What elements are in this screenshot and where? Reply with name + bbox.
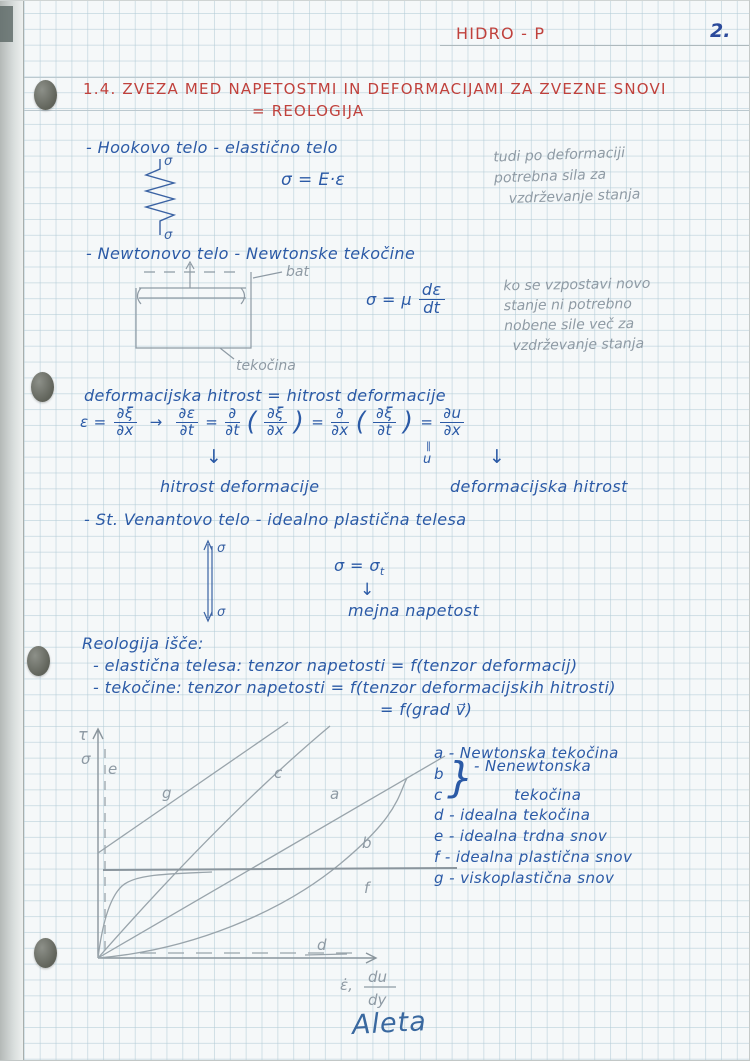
equals-mark: ‖ bbox=[426, 441, 432, 452]
down-arrow-icon: ↓ bbox=[206, 446, 223, 468]
hooke-heading: - Hookovo telo - elastično telo bbox=[86, 138, 338, 157]
venant-heading: - St. Venantovo telo - idealno plastična telesa bbox=[84, 510, 467, 529]
eq-token: = bbox=[420, 413, 434, 432]
curve-g-viscoplastic bbox=[98, 722, 288, 853]
x-axis-label-epsilon: ε̇, bbox=[340, 976, 353, 994]
stress-arrow-sketch bbox=[194, 536, 240, 626]
ruled-line bbox=[24, 77, 750, 78]
y-axis bbox=[93, 729, 103, 958]
spring-sigma-bottom: σ bbox=[164, 228, 173, 243]
spring-sketch bbox=[136, 153, 186, 243]
legend-bc-line1: - Nenewtonska bbox=[474, 757, 592, 775]
curve-f-ideal-plastic bbox=[103, 868, 457, 870]
fluid-label: tekočina bbox=[236, 358, 296, 373]
newton-eq-frac: $\frac{d\varepsilon}{dt}$ bbox=[419, 282, 445, 317]
curve-label-f: f bbox=[364, 879, 370, 897]
x-axis-frac-den: dy bbox=[368, 991, 387, 1009]
curve-label-a: a bbox=[330, 785, 340, 803]
venant-sigma-top: σ bbox=[217, 541, 226, 556]
down-arrow-icon: ↓ bbox=[489, 446, 506, 468]
implies-arrow: → bbox=[149, 413, 163, 432]
note-line: tudi po deformaciji bbox=[493, 144, 626, 166]
eq-frac: $\frac{\partial\xi}{\partial x}$ bbox=[114, 406, 137, 439]
legend-row-f: f - idealna plastična snov bbox=[434, 848, 633, 866]
legend-row-c: c bbox=[434, 786, 443, 804]
note-line: vzdrževanje stanja bbox=[508, 186, 641, 208]
eq-token: = bbox=[205, 413, 219, 432]
eq-frac: $\frac{\partial}{\partial t}$ bbox=[225, 404, 240, 439]
curve-a-newtonian bbox=[98, 756, 445, 958]
reologija-heading: Reologija išče: bbox=[82, 634, 204, 653]
down-arrow-icon: ↓ bbox=[360, 580, 375, 600]
section-title-line1: 1.4. ZVEZA MED NAPETOSTMI IN DEFORMACIJAMI ZA ZVEZNE SNOVI bbox=[83, 80, 667, 98]
eq-frac: $\frac{\partial\varepsilon}{\partial t}$ bbox=[176, 406, 199, 439]
y-axis-label-tau: τ bbox=[78, 725, 88, 744]
eq-frac: $\frac{\partial\xi}{\partial t}$ bbox=[373, 406, 396, 439]
margin-note-hooke bbox=[493, 144, 641, 207]
eq-paren: ) bbox=[293, 407, 305, 438]
venant-label: mejna napetost bbox=[348, 601, 480, 620]
curve-label-g: g bbox=[162, 784, 172, 802]
legend-row-g: g - viskoplastična snov bbox=[434, 869, 615, 887]
eq-frac: $\frac{\partial\xi}{\partial x}$ bbox=[264, 406, 287, 439]
eq-paren: ( bbox=[355, 407, 367, 438]
eq-frac: $\frac{\partial u}{\partial x}$ bbox=[440, 406, 464, 439]
legend-row-d: d - idealna tekočina bbox=[434, 806, 591, 824]
eq-paren: ) bbox=[402, 407, 414, 438]
curve-label-e: e bbox=[108, 760, 118, 778]
signature: Aleta bbox=[351, 1006, 428, 1041]
reologija-line1: - elastična telesa: tenzor napetosti = f(tenzor deformacij) bbox=[93, 656, 578, 675]
eq-token: = bbox=[311, 413, 325, 432]
page-number: 2. bbox=[710, 20, 731, 42]
piston-label: bat bbox=[286, 264, 309, 280]
curve-yield-approach bbox=[98, 872, 212, 958]
binding-edge bbox=[0, 0, 24, 1061]
punch-hole bbox=[27, 646, 50, 676]
reologija-line3: = f(grad v⃗) bbox=[380, 700, 473, 719]
note-line: ko se vzpostavi novo bbox=[503, 275, 651, 295]
legend-row-a: a - Newtonska tekočina bbox=[434, 744, 619, 762]
corner-mark bbox=[0, 6, 13, 42]
d-label-underline bbox=[305, 954, 347, 955]
note-line: stanje ni potrebno bbox=[503, 296, 633, 315]
punch-hole bbox=[34, 80, 57, 110]
newton-eq-pre: σ = μ bbox=[366, 289, 412, 309]
course-header: HIDRO - P bbox=[456, 24, 546, 43]
x-axis-frac-num: du bbox=[368, 968, 388, 986]
punch-hole bbox=[31, 372, 54, 402]
spring-sigma-top: σ bbox=[164, 154, 173, 169]
ruled-line bbox=[24, 110, 750, 111]
note-line: vzdrževanje stanja bbox=[512, 335, 645, 355]
legend-bc-line2: tekočina bbox=[514, 786, 582, 804]
y-axis-label-sigma: σ bbox=[81, 750, 91, 768]
curve-label-c: c bbox=[274, 764, 283, 782]
curve-c-pseudoplastic bbox=[98, 726, 330, 958]
eq-paren: ( bbox=[246, 407, 257, 438]
curve-label-b: b bbox=[362, 834, 372, 852]
reologija-line2: - tekočine: tenzor napetosti = f(tenzor deformacijskih hitrosti) bbox=[93, 678, 616, 697]
legend-brace: } bbox=[447, 753, 475, 802]
punch-hole bbox=[34, 938, 57, 968]
eq-token: ε = bbox=[80, 413, 107, 432]
rheology-chart bbox=[62, 712, 475, 1012]
piston-container-sketch bbox=[116, 258, 376, 373]
header-underline bbox=[440, 45, 750, 46]
venant-sigma-bottom: σ bbox=[217, 605, 226, 620]
page-edge-top bbox=[0, 0, 750, 1]
defrate-label-right: deformacijska hitrost bbox=[450, 477, 628, 496]
section-title-line2: = REOLOGIJA bbox=[252, 102, 365, 120]
legend-row-e: e - idealna trdna snov bbox=[434, 827, 608, 845]
newton-heading: - Newtonovo telo - Newtonske tekočine bbox=[86, 244, 416, 263]
eq-frac: $\frac{\partial}{\partial x}$ bbox=[331, 404, 349, 439]
velocity-u: u bbox=[423, 452, 432, 467]
defrate-equation bbox=[80, 406, 464, 439]
legend-row-b: b bbox=[434, 765, 444, 783]
note-line: nobene sile več za bbox=[504, 316, 635, 335]
margin-note-newton bbox=[503, 276, 651, 355]
venant-equation: $\sigma = \sigma_t$ bbox=[334, 556, 385, 579]
newton-equation bbox=[366, 282, 445, 317]
defrate-label-left: hitrost deformacije bbox=[160, 477, 320, 496]
curve-label-d: d bbox=[317, 936, 327, 954]
hooke-equation: σ = E·ε bbox=[281, 170, 345, 190]
note-line: potrebna sila za bbox=[493, 166, 607, 187]
defrate-heading: deformacijska hitrost = hitrost deformacije bbox=[84, 386, 447, 405]
